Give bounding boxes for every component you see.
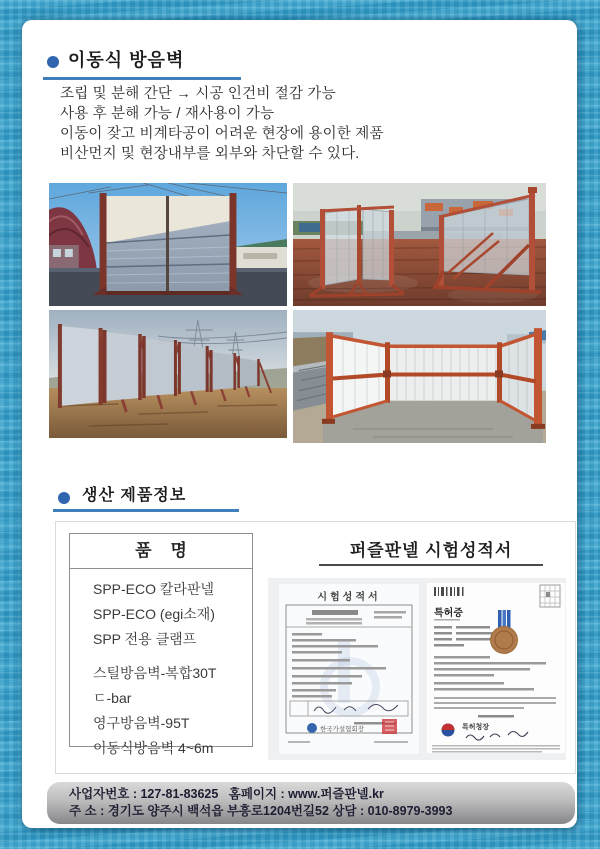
intro-line: 이동이 잦고 비계타공이 어려운 현장에 용이한 제품 (60, 126, 384, 142)
doc2-org-text: 특허청장 (462, 724, 490, 731)
intro-line: 비산먼지 및 현장내부를 외부와 차단할 수 있다. (60, 146, 360, 162)
doc2-title-text: 특허증 (434, 608, 463, 619)
certificate-title: 퍼즐판넬 시험성적서 (319, 536, 543, 566)
product-item: 영구방음벽-95T (93, 715, 190, 731)
doc1-org-text: 한국가설협회장 (320, 726, 364, 733)
intro-description (60, 84, 520, 164)
title-underline (43, 77, 241, 80)
product-item: ㄷ-bar (93, 690, 132, 706)
business-info-bar (47, 782, 575, 824)
photo-foldable-frames (293, 183, 546, 306)
test-report-document (278, 583, 420, 755)
product-item: 이동식방음벽 4~6m (93, 740, 214, 756)
product-item: SPP 전용 클램프 (93, 631, 197, 647)
photo-soundproof-wall-front (49, 183, 287, 306)
bullet-icon (58, 492, 70, 504)
intro-line: 조립 및 분해 간단 → 시공 인건비 절감 가능 (60, 86, 336, 102)
business-registration-line: 사업자번호 : 127-81-83625 홈페이지 : www.퍼즐판넬.kr (69, 787, 384, 801)
product-list-group1 (70, 577, 252, 652)
product-item: SPP-ECO 칼라판넬 (93, 581, 214, 597)
product-box-header: 품 명 (70, 534, 252, 569)
page-title: 이동식 방음벽 (68, 50, 185, 70)
section-title: 생산 제품정보 (82, 487, 187, 504)
intro-line: 사용 후 분해 가능 / 재사용이 가능 (60, 106, 275, 122)
product-item: SPP-ECO (egi소재) (93, 606, 215, 622)
patent-certificate-document (426, 582, 566, 754)
product-name-box (69, 533, 253, 756)
photo-u-enclosure (293, 310, 546, 443)
content-card (22, 20, 577, 828)
photo-wall-row-field (49, 310, 287, 438)
bullet-icon (47, 56, 59, 68)
address-contact-line: 주 소 : 경기도 양주시 백석읍 부흥로1204번길52 상담 : 010-8979-3993 (69, 804, 453, 818)
product-info-panel (55, 521, 576, 774)
certificate-scan (268, 578, 566, 760)
section-underline (53, 509, 239, 512)
product-list-group2 (70, 661, 252, 761)
doc1-title-text: 시험성적서 (317, 592, 381, 603)
product-item: 스틸방음벽-복합30T (93, 665, 217, 681)
